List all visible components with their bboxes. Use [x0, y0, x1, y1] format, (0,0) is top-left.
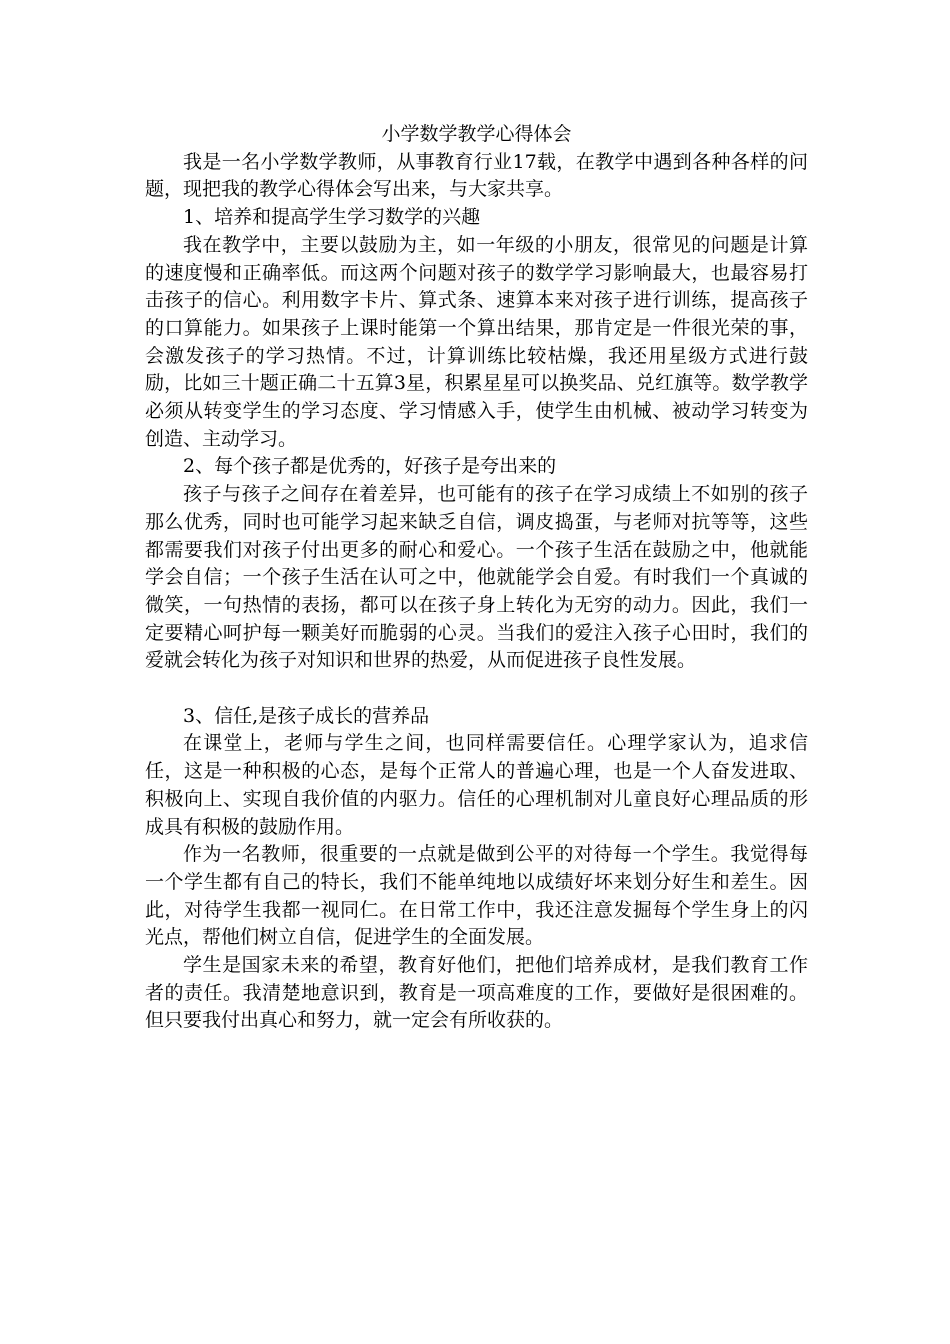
section-3-paragraph-1: 在课堂上，老师与学生之间，也同样需要信任。心理学家认为，追求信任，这是一种积极的心态，是每个正常人的普遍心理，也是一个人奋发进取、积极向上、实现自我价值的内驱力。信任的心理机制对儿童良好心理品质的形成具有积极的鼓励作用。 [145, 732, 808, 838]
section-1-paragraph: 我在教学中，主要以鼓励为主，如一年级的小朋友，很常见的问题是计算的速度慢和正确率低。而这两个问题对孩子的数学学习影响最大，也最容易打击孩子的信心。利用数字卡片、算式条、速算本来对孩子进行训练，提高孩子的口算能力。如果孩子上课时能第一个算出结果，那肯定是一件很光荣的事，会激发孩子的学习热情。不过，计算训练比较枯燥，我还用星级方式进行鼓励，比如三十题正确二十五算3星，积累星星可以换奖品、兑红旗等。数学教学必须从转变学生的学习态度、学习情感入手，使学生由机械、被动学习转变为创造、主动学习。 [145, 233, 808, 450]
intro-paragraph: 我是一名小学数学教师，从事教育行业17载，在教学中遇到各种各样的问题，现把我的教学心得体会写出来，与大家共享。 [145, 150, 808, 201]
blank-line [145, 675, 808, 703]
section-2-paragraph: 孩子与孩子之间存在着差异，也可能有的孩子在学习成绩上不如别的孩子那么优秀，同时也可能学习起来缺乏自信，调皮捣蛋，与老师对抗等等，这些都需要我们对孩子付出更多的耐心和爱心。一个孩子生活在鼓励之中，他就能学会自信；一个孩子生活在认可之中，他就能学会自爱。有时我们一个真诚的微笑，一句热情的表扬，都可以在孩子身上转化为无穷的动力。因此，我们一定要精心呵护每一颗美好而脆弱的心灵。当我们的爱注入孩子心田时，我们的爱就会转化为孩子对知识和世界的热爱，从而促进孩子良性发展。 [145, 483, 808, 672]
document-page [145, 121, 808, 1035]
section-3-heading: 3、信任,是孩子成长的营养品 [183, 704, 430, 727]
section-2-heading: 2、每个孩子都是优秀的，好孩子是夸出来的 [183, 455, 557, 478]
conclusion-paragraph: 学生是国家未来的希望，教育好他们，把他们培养成材，是我们教育工作者的责任。我清楚地意识到，教育是一项高难度的工作，要做好是很困难的。但只要我付出真心和努力，就一定会有所收获的。 [145, 954, 808, 1032]
section-3-paragraph-2: 作为一名教师，很重要的一点就是做到公平的对待每一个学生。我觉得每一个学生都有自己的特长，我们不能单纯地以成绩好坏来划分好生和差生。因此，对待学生我都一视同仁。在日常工作中，我还注意发掘每个学生身上的闪光点，帮他们树立自信，促进学生的全面发展。 [145, 843, 808, 949]
section-1-heading: 1、培养和提高学生学习数学的兴趣 [183, 206, 481, 229]
document-title: 小学数学教学心得体会 [381, 123, 572, 145]
